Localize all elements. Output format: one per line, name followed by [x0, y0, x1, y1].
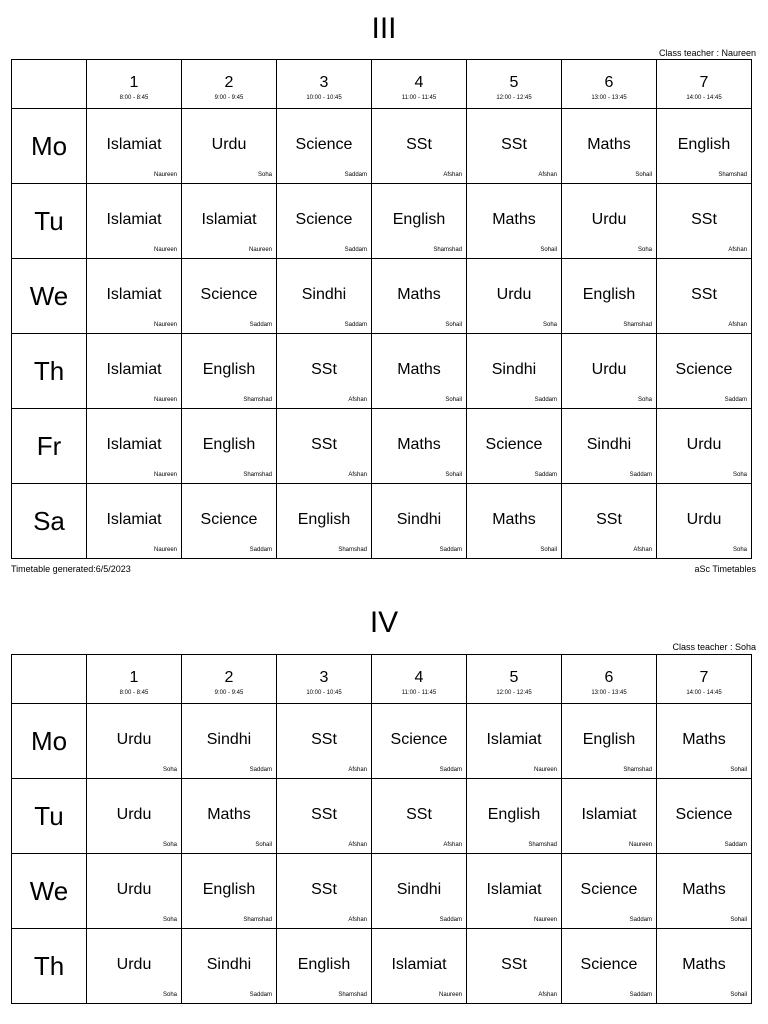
lesson-teacher: Naureen	[248, 247, 272, 253]
lesson-teacher: Saddam	[629, 472, 652, 478]
period-time: 13:00 - 13:45	[591, 690, 627, 696]
lesson-cell	[467, 484, 562, 559]
lesson-cell	[372, 929, 467, 1004]
lesson-teacher: Soha	[637, 247, 652, 253]
lesson-subject: SSt	[406, 136, 432, 153]
lesson-teacher: Afshan	[443, 842, 462, 848]
lesson-teacher: Saddam	[439, 917, 462, 923]
period-number: 3	[319, 669, 329, 686]
lesson-cell	[562, 409, 657, 484]
day-row	[12, 259, 752, 334]
period-header	[372, 655, 467, 704]
day-row	[12, 854, 752, 929]
lesson-teacher: Naureen	[153, 322, 177, 328]
lesson-subject: English	[202, 361, 256, 378]
period-time: 13:00 - 13:45	[591, 95, 627, 101]
lesson-teacher: Soha	[162, 842, 177, 848]
lesson-subject: Islamiat	[106, 511, 162, 528]
lesson-subject: Urdu	[496, 286, 532, 303]
lesson-cell	[277, 409, 372, 484]
lesson-subject: Islamiat	[106, 286, 162, 303]
lesson-cell	[657, 484, 752, 559]
lesson-teacher: Afshan	[728, 322, 747, 328]
lesson-teacher: Naureen	[153, 547, 177, 553]
lesson-subject: SSt	[501, 956, 527, 973]
lesson-teacher: Afshan	[348, 917, 367, 923]
lesson-cell	[372, 409, 467, 484]
lesson-subject: Maths	[492, 211, 536, 228]
lesson-teacher: Saddam	[724, 397, 747, 403]
period-time: 11:00 - 11:45	[401, 95, 437, 101]
lesson-cell	[657, 409, 752, 484]
lesson-cell	[657, 259, 752, 334]
lesson-cell	[562, 929, 657, 1004]
lesson-teacher: Naureen	[153, 247, 177, 253]
period-number: 1	[129, 669, 139, 686]
corner-cell	[12, 655, 87, 704]
day-label: Tu	[12, 184, 87, 259]
lesson-teacher: Soha	[162, 992, 177, 998]
lesson-subject: SSt	[691, 286, 717, 303]
day-row	[12, 704, 752, 779]
lesson-cell	[182, 184, 277, 259]
lesson-teacher: Afshan	[348, 767, 367, 773]
lesson-cell	[372, 704, 467, 779]
lesson-subject: Urdu	[116, 881, 152, 898]
lesson-teacher: Saddam	[249, 547, 272, 553]
period-header	[277, 60, 372, 109]
period-number: 4	[414, 669, 424, 686]
timetable-grid	[11, 654, 752, 1004]
lesson-cell	[182, 854, 277, 929]
lesson-subject: Maths	[682, 731, 726, 748]
lesson-subject: English	[297, 511, 351, 528]
lesson-subject: Science	[200, 511, 258, 528]
lesson-cell	[372, 259, 467, 334]
lesson-subject: SSt	[311, 731, 337, 748]
lesson-cell	[657, 704, 752, 779]
footer-brand: aSc Timetables	[694, 564, 756, 574]
lesson-cell	[562, 259, 657, 334]
day-label: Fr	[12, 409, 87, 484]
lesson-subject: Science	[485, 436, 543, 453]
lesson-cell	[87, 854, 182, 929]
lesson-teacher: Sohail	[445, 472, 462, 478]
lesson-cell	[467, 779, 562, 854]
lesson-subject: SSt	[596, 511, 622, 528]
day-row	[12, 184, 752, 259]
lesson-cell	[87, 184, 182, 259]
lesson-teacher: Sohail	[730, 992, 747, 998]
lesson-subject: Maths	[682, 956, 726, 973]
lesson-teacher: Afshan	[538, 172, 557, 178]
lesson-cell	[277, 704, 372, 779]
lesson-cell	[87, 779, 182, 854]
lesson-cell	[182, 779, 277, 854]
day-label: Sa	[12, 484, 87, 559]
lesson-teacher: Saddam	[534, 472, 557, 478]
lesson-teacher: Saddam	[629, 992, 652, 998]
lesson-subject: SSt	[691, 211, 717, 228]
lesson-subject: Maths	[492, 511, 536, 528]
lesson-subject: Maths	[587, 136, 631, 153]
lesson-cell	[372, 184, 467, 259]
lesson-subject: Islamiat	[106, 211, 162, 228]
lesson-teacher: Sohail	[730, 767, 747, 773]
lesson-cell	[182, 929, 277, 1004]
period-time: 14:00 - 14:45	[686, 95, 722, 101]
day-row	[12, 929, 752, 1004]
lesson-teacher: Soha	[257, 172, 272, 178]
lesson-subject: Sindhi	[206, 731, 252, 748]
lesson-teacher: Sohail	[540, 247, 557, 253]
day-label: We	[12, 854, 87, 929]
lesson-cell	[87, 929, 182, 1004]
lesson-subject: Science	[675, 361, 733, 378]
period-header	[657, 60, 752, 109]
lesson-subject: English	[487, 806, 541, 823]
class-title: III	[371, 12, 397, 45]
lesson-cell	[562, 334, 657, 409]
period-header-row	[12, 655, 752, 704]
lesson-teacher: Saddam	[724, 842, 747, 848]
lesson-subject: Science	[390, 731, 448, 748]
lesson-cell	[562, 109, 657, 184]
lesson-subject: SSt	[311, 806, 337, 823]
lesson-subject: Sindhi	[586, 436, 632, 453]
class-teacher: Class teacher : Soha	[672, 642, 756, 652]
lesson-cell	[182, 334, 277, 409]
lesson-teacher: Shamshad	[338, 992, 367, 998]
class-teacher: Class teacher : Naureen	[658, 48, 756, 58]
class-title: IV	[369, 606, 399, 639]
lesson-teacher: Saddam	[249, 992, 272, 998]
lesson-subject: English	[392, 211, 446, 228]
lesson-subject: Islamiat	[106, 136, 162, 153]
lesson-cell	[277, 334, 372, 409]
lesson-cell	[372, 334, 467, 409]
lesson-teacher: Naureen	[628, 842, 652, 848]
period-number: 5	[509, 74, 519, 91]
lesson-teacher: Soha	[637, 397, 652, 403]
lesson-teacher: Sohail	[445, 322, 462, 328]
lesson-subject: SSt	[311, 436, 337, 453]
period-time: 8:00 - 8:45	[119, 95, 149, 101]
period-time: 10:00 - 10:45	[306, 95, 342, 101]
period-header	[562, 60, 657, 109]
lesson-teacher: Afshan	[633, 547, 652, 553]
lesson-cell	[277, 854, 372, 929]
lesson-subject: SSt	[501, 136, 527, 153]
period-header	[87, 655, 182, 704]
period-time: 14:00 - 14:45	[686, 690, 722, 696]
lesson-cell	[657, 334, 752, 409]
lesson-teacher: Naureen	[153, 397, 177, 403]
lesson-subject: Sindhi	[396, 511, 442, 528]
period-number: 1	[129, 74, 139, 91]
lesson-teacher: Shamshad	[243, 472, 272, 478]
period-header	[182, 60, 277, 109]
period-header	[562, 655, 657, 704]
lesson-subject: Urdu	[116, 731, 152, 748]
lesson-teacher: Saddam	[439, 767, 462, 773]
period-number: 6	[604, 74, 614, 91]
lesson-teacher: Shamshad	[243, 397, 272, 403]
timetable-iv	[0, 596, 768, 1024]
lesson-cell	[182, 409, 277, 484]
lesson-subject: Maths	[397, 436, 441, 453]
period-time: 9:00 - 9:45	[214, 95, 244, 101]
period-number: 5	[509, 669, 519, 686]
lesson-teacher: Naureen	[438, 992, 462, 998]
lesson-cell	[562, 854, 657, 929]
period-number: 3	[319, 74, 329, 91]
lesson-subject: Islamiat	[201, 211, 257, 228]
period-header	[277, 655, 372, 704]
lesson-cell	[87, 334, 182, 409]
lesson-teacher: Afshan	[348, 397, 367, 403]
lesson-teacher: Afshan	[538, 992, 557, 998]
period-number: 4	[414, 74, 424, 91]
period-time: 8:00 - 8:45	[119, 690, 149, 696]
lesson-subject: Islamiat	[106, 436, 162, 453]
lesson-teacher: Shamshad	[718, 172, 747, 178]
lesson-teacher: Soha	[162, 767, 177, 773]
period-time: 12:00 - 12:45	[496, 690, 532, 696]
lesson-subject: SSt	[406, 806, 432, 823]
lesson-teacher: Naureen	[533, 767, 557, 773]
period-header	[467, 655, 562, 704]
period-header	[467, 60, 562, 109]
lesson-cell	[562, 779, 657, 854]
lesson-subject: English	[202, 881, 256, 898]
lesson-subject: English	[582, 286, 636, 303]
lesson-teacher: Shamshad	[243, 917, 272, 923]
lesson-teacher: Shamshad	[338, 547, 367, 553]
day-label: We	[12, 259, 87, 334]
lesson-cell	[562, 184, 657, 259]
lesson-cell	[87, 409, 182, 484]
lesson-subject: Islamiat	[486, 881, 542, 898]
lesson-teacher: Saddam	[249, 322, 272, 328]
lesson-cell	[467, 259, 562, 334]
period-time: 12:00 - 12:45	[496, 95, 532, 101]
lesson-teacher: Soha	[542, 322, 557, 328]
lesson-cell	[467, 409, 562, 484]
lesson-cell	[182, 259, 277, 334]
lesson-subject: SSt	[311, 881, 337, 898]
lesson-subject: Science	[580, 881, 638, 898]
lesson-cell	[467, 334, 562, 409]
lesson-subject: Science	[200, 286, 258, 303]
lesson-cell	[277, 259, 372, 334]
lesson-cell	[277, 184, 372, 259]
lesson-cell	[372, 854, 467, 929]
lesson-teacher: Saddam	[249, 767, 272, 773]
day-row	[12, 779, 752, 854]
period-time: 10:00 - 10:45	[306, 690, 342, 696]
lesson-cell	[657, 929, 752, 1004]
lesson-subject: Maths	[682, 881, 726, 898]
lesson-subject: Islamiat	[391, 956, 447, 973]
corner-cell	[12, 60, 87, 109]
period-header	[372, 60, 467, 109]
lesson-subject: Maths	[397, 361, 441, 378]
lesson-teacher: Saddam	[534, 397, 557, 403]
day-row	[12, 484, 752, 559]
lesson-subject: Science	[295, 211, 353, 228]
lesson-subject: Islamiat	[581, 806, 637, 823]
lesson-cell	[562, 484, 657, 559]
lesson-subject: Maths	[397, 286, 441, 303]
period-header	[657, 655, 752, 704]
lesson-cell	[277, 484, 372, 559]
lesson-subject: Science	[580, 956, 638, 973]
lesson-cell	[372, 109, 467, 184]
lesson-subject: Urdu	[116, 956, 152, 973]
lesson-cell	[467, 109, 562, 184]
lesson-cell	[372, 484, 467, 559]
lesson-teacher: Saddam	[344, 322, 367, 328]
period-number: 2	[224, 669, 234, 686]
lesson-cell	[372, 779, 467, 854]
period-number: 2	[224, 74, 234, 91]
day-label: Tu	[12, 779, 87, 854]
lesson-subject: Maths	[207, 806, 251, 823]
lesson-subject: Sindhi	[396, 881, 442, 898]
lesson-cell	[277, 929, 372, 1004]
lesson-subject: Sindhi	[491, 361, 537, 378]
lesson-subject: Science	[675, 806, 733, 823]
lesson-subject: Urdu	[116, 806, 152, 823]
lesson-teacher: Saddam	[439, 547, 462, 553]
period-number: 7	[699, 669, 709, 686]
day-row	[12, 109, 752, 184]
lesson-teacher: Saddam	[629, 917, 652, 923]
day-label: Mo	[12, 704, 87, 779]
lesson-subject: Sindhi	[206, 956, 252, 973]
timetable-grid	[11, 59, 752, 559]
period-header	[182, 655, 277, 704]
lesson-cell	[467, 929, 562, 1004]
period-header-row	[12, 60, 752, 109]
lesson-teacher: Shamshad	[623, 767, 652, 773]
lesson-teacher: Saddam	[344, 247, 367, 253]
lesson-teacher: Saddam	[344, 172, 367, 178]
lesson-subject: Urdu	[686, 436, 722, 453]
lesson-cell	[657, 854, 752, 929]
lesson-cell	[87, 259, 182, 334]
lesson-subject: Urdu	[211, 136, 247, 153]
lesson-teacher: Shamshad	[623, 322, 652, 328]
lesson-cell	[182, 484, 277, 559]
lesson-teacher: Afshan	[348, 842, 367, 848]
period-number: 6	[604, 669, 614, 686]
lesson-cell	[657, 109, 752, 184]
lesson-subject: Islamiat	[106, 361, 162, 378]
day-label: Th	[12, 929, 87, 1004]
lesson-subject: Islamiat	[486, 731, 542, 748]
lesson-cell	[277, 109, 372, 184]
lesson-subject: Urdu	[686, 511, 722, 528]
lesson-subject: English	[297, 956, 351, 973]
day-row	[12, 409, 752, 484]
lesson-teacher: Soha	[732, 472, 747, 478]
lesson-cell	[182, 109, 277, 184]
lesson-teacher: Sohail	[540, 547, 557, 553]
lesson-subject: SSt	[311, 361, 337, 378]
lesson-cell	[657, 184, 752, 259]
lesson-teacher: Naureen	[153, 472, 177, 478]
day-label: Mo	[12, 109, 87, 184]
lesson-teacher: Shamshad	[528, 842, 557, 848]
lesson-subject: English	[202, 436, 256, 453]
day-row	[12, 334, 752, 409]
lesson-subject: English	[677, 136, 731, 153]
lesson-subject: Science	[295, 136, 353, 153]
lesson-subject: Sindhi	[301, 286, 347, 303]
period-number: 7	[699, 74, 709, 91]
lesson-teacher: Soha	[732, 547, 747, 553]
lesson-cell	[87, 109, 182, 184]
lesson-teacher: Naureen	[153, 172, 177, 178]
lesson-cell	[182, 704, 277, 779]
lesson-teacher: Soha	[162, 917, 177, 923]
period-time: 9:00 - 9:45	[214, 690, 244, 696]
day-label: Th	[12, 334, 87, 409]
lesson-cell	[467, 184, 562, 259]
lesson-subject: Urdu	[591, 361, 627, 378]
lesson-cell	[562, 704, 657, 779]
lesson-cell	[657, 779, 752, 854]
lesson-subject: English	[582, 731, 636, 748]
period-header	[87, 60, 182, 109]
lesson-teacher: Sohail	[730, 917, 747, 923]
lesson-cell	[87, 484, 182, 559]
footer-generated: Timetable generated:6/5/2023	[11, 564, 131, 574]
lesson-cell	[467, 704, 562, 779]
lesson-cell	[87, 704, 182, 779]
lesson-teacher: Afshan	[728, 247, 747, 253]
lesson-subject: Urdu	[591, 211, 627, 228]
lesson-teacher: Sohail	[255, 842, 272, 848]
lesson-teacher: Sohail	[635, 172, 652, 178]
lesson-teacher: Shamshad	[433, 247, 462, 253]
period-time: 11:00 - 11:45	[401, 690, 437, 696]
lesson-teacher: Naureen	[533, 917, 557, 923]
lesson-cell	[277, 779, 372, 854]
lesson-teacher: Sohail	[445, 397, 462, 403]
lesson-cell	[467, 854, 562, 929]
lesson-teacher: Afshan	[443, 172, 462, 178]
lesson-teacher: Afshan	[348, 472, 367, 478]
